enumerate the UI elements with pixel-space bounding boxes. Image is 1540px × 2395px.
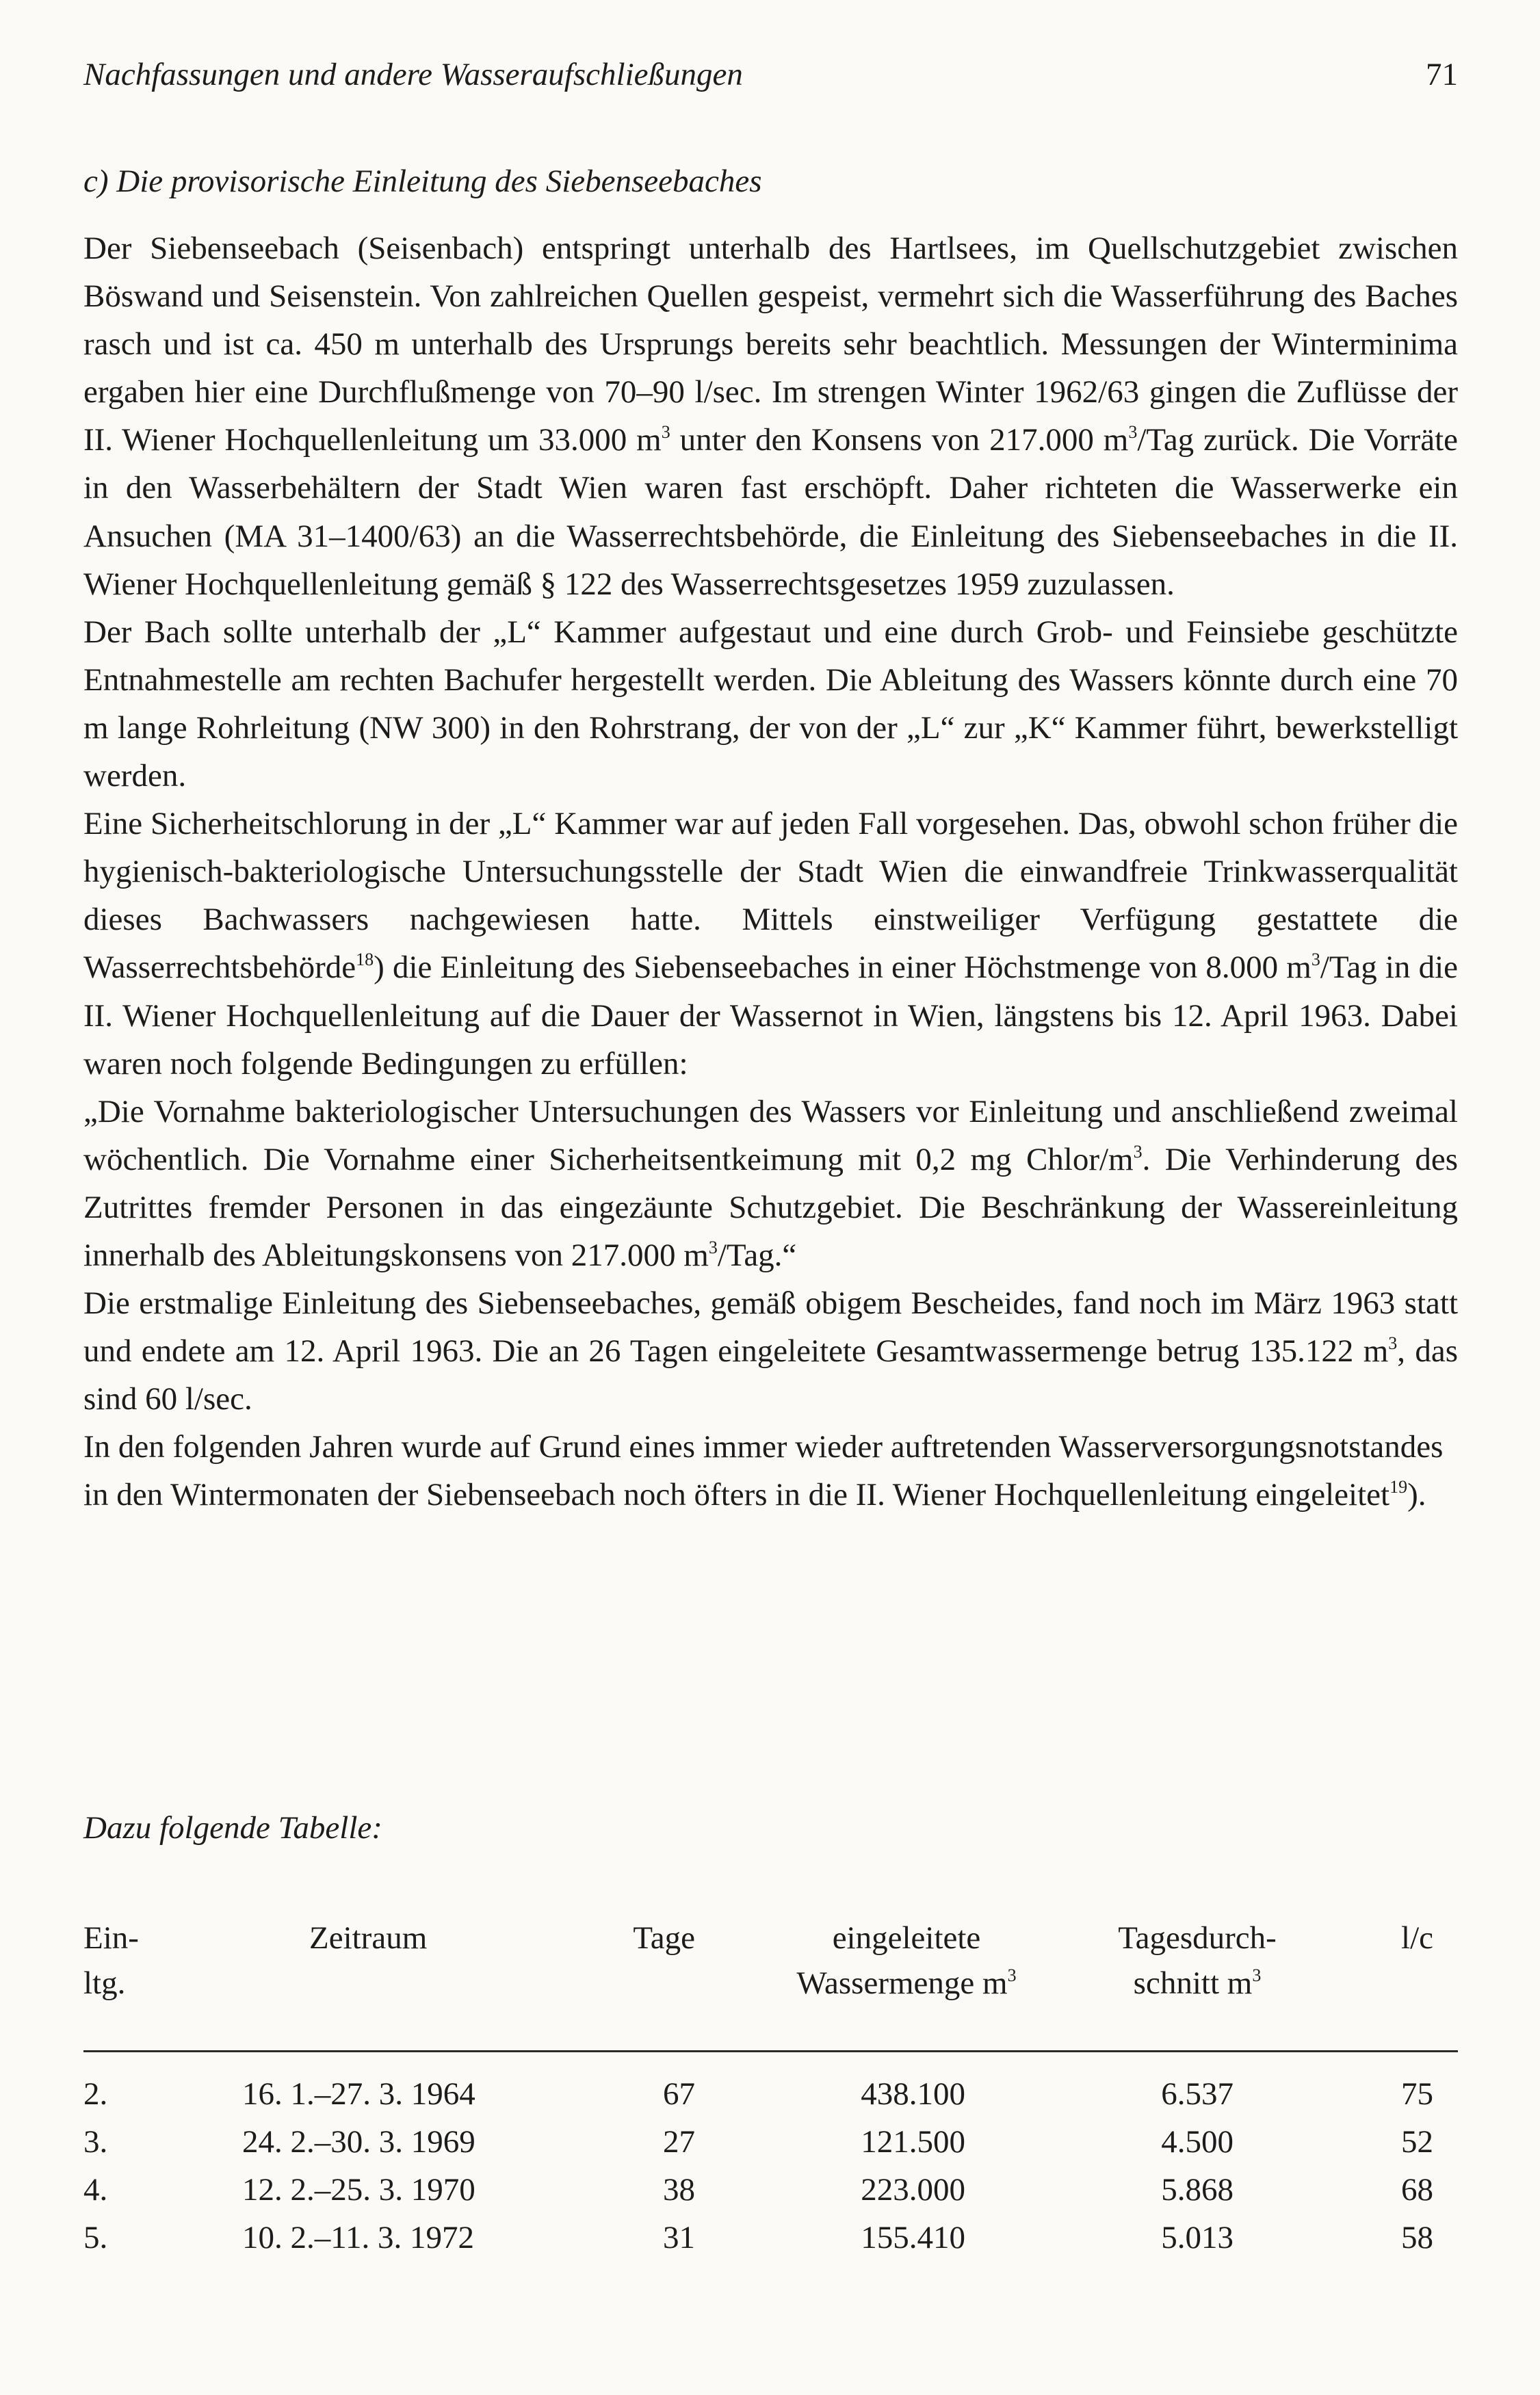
superscript: 3	[1133, 1141, 1143, 1162]
table-title: Dazu folgende Tabelle:	[83, 1810, 382, 1846]
paragraph-4-quote	[83, 1088, 1458, 1279]
paragraph-1	[83, 224, 1458, 608]
paragraph-1-text-a: Der Siebenseebach (Seisenbach) entspringt unterhalb des Hartlsees, im Quellschutzgebiet zwischen Böswand und Seisenstein. Von zahlreichen Quellen gespeist, vermehrt sich die Wasserführung des Baches rasch und ist ca. 450 m unterhalb des Ursprungs bereits sehr beachtlich. Messungen der Winterminima ergaben hier eine Durchflußmenge von 70–90 l/sec. Im strengen Winter 1962/63 gingen die Zuflüsse der II. Wiener Hochquellenleitung um 33.000 m	[83, 231, 1458, 458]
cell-lc: 58	[1401, 2220, 1433, 2255]
header-schnitt	[1095, 1915, 1300, 2006]
section-title: c) Die provisorische Einleitung des Siebenseebaches	[83, 163, 762, 199]
cell-menge: 223.000	[861, 2172, 965, 2208]
table-row	[83, 2118, 1458, 2166]
superscript: 3	[1388, 1333, 1398, 1354]
paragraph-6-text-a: In den folgenden Jahren wurde auf Grund eines immer wieder auftretenden Wasserversorgungsnotstandes in den Wintermonaten der Siebenseebach noch öfters in die II. Wiener Hochquellenleitung eingeleitet	[83, 1429, 1444, 1513]
header-schnitt-line2: schnitt m	[1133, 1965, 1253, 2001]
data-table	[83, 1915, 1458, 2255]
paragraph-2: Der Bach sollte unterhalb der „L“ Kammer aufgestaut und eine durch Grob- und Feinsiebe geschützte Entnahmestelle am rechten Bachufer hergestellt werden. Die Ableitung des Wassers könnte durch eine 70 m lange Rohrleitung (NW 300) in den Rohrstrang, der von der „L“ zur „K“ Kammer führt, bewerkstelligt werden.	[83, 614, 1458, 794]
paragraph-6-text-b: ).	[1407, 1477, 1426, 1513]
paragraph-1-text-b: unter den Konsens von 217.000 m	[670, 422, 1129, 458]
superscript: 3	[708, 1237, 718, 1257]
cell-tage: 67	[663, 2076, 695, 2112]
superscript: 3	[1252, 1965, 1262, 1985]
cell-nr: 3.	[83, 2124, 108, 2160]
cell-nr: 4.	[83, 2172, 108, 2208]
header-lc: l/c	[1401, 1920, 1433, 1956]
header-menge	[770, 1915, 1043, 2006]
cell-lc: 52	[1401, 2124, 1433, 2160]
superscript: 3	[1128, 422, 1138, 443]
cell-tage: 31	[663, 2220, 695, 2255]
superscript: 3	[1007, 1965, 1017, 1985]
cell-schnitt: 6.537	[1161, 2076, 1234, 2112]
header-zeitraum: Zeitraum	[309, 1920, 428, 1956]
header-schnitt-line1: Tagesdurch-	[1118, 1920, 1277, 1956]
cell-nr: 5.	[83, 2220, 108, 2255]
paragraph-4-text-a: „Die Vornahme bakteriologischer Untersuchungen des Wassers vor Einleitung und anschließend zweimal wöchentlich. Die Vornahme einer Sicherheitsentkeimung mit 0,2 mg Chlor/m	[83, 1093, 1458, 1177]
cell-tage: 27	[663, 2124, 695, 2160]
paragraph-3-text-c: /Tag in die II. Wiener Hochquellenleitung auf die Dauer der Wassernot in Wien, längstens bis 12. April 1963. Dabei waren noch folgende Bedingungen zu erfüllen:	[83, 950, 1458, 1082]
paragraph-1-text-c: /Tag zurück. Die Vorräte in den Wasserbehältern der Stadt Wien waren fast erschöpft. Daher richteten die Wasserwerke ein Ansuchen (MA 31–1400/63) an die Wasserrechtsbehörde, die Einleitung des Siebenseebaches in die II. Wiener Hochquellenleitung gemäß § 122 des Wasserrechtsgesetzes 1959 zuzulassen.	[83, 422, 1459, 602]
cell-schnitt: 5.013	[1161, 2220, 1234, 2255]
footnote-ref: 19	[1389, 1477, 1408, 1497]
paragraph-5-text-a: Die erstmalige Einleitung des Siebenseebaches, gemäß obigem Bescheides, fand noch im März 1963 statt und endete am 12. April 1963. Die an 26 Tagen eingeleitete Gesamtwassermenge betrug 135.122 m	[83, 1285, 1458, 1370]
superscript: 3	[1311, 950, 1320, 970]
superscript: 3	[661, 422, 670, 443]
table-row	[83, 2214, 1458, 2262]
cell-zeitraum: 16. 1.–27. 3. 1964	[242, 2076, 475, 2112]
running-title: Nachfassungen und andere Wasseraufschließungen	[83, 57, 743, 92]
cell-zeitraum: 12. 2.–25. 3. 1970	[242, 2172, 475, 2208]
paragraph-4-text-c: /Tag.“	[717, 1237, 797, 1273]
header-tage: Tage	[633, 1920, 695, 1956]
cell-menge: 121.500	[861, 2124, 965, 2160]
header-nr-line1: Ein-	[83, 1920, 139, 1956]
cell-nr: 2.	[83, 2076, 108, 2112]
cell-lc: 68	[1401, 2172, 1433, 2208]
table-row	[83, 2166, 1458, 2214]
table-row	[83, 2070, 1458, 2118]
footnote-ref: 18	[356, 950, 374, 970]
cell-zeitraum: 10. 2.–11. 3. 1972	[242, 2220, 475, 2255]
table-header	[83, 1915, 1458, 2045]
cell-menge: 438.100	[861, 2076, 965, 2112]
header-menge-line1: eingeleitete	[832, 1920, 981, 1956]
header-nr-line2: ltg.	[83, 1965, 126, 2001]
cell-menge: 155.410	[861, 2220, 965, 2255]
paragraph-3	[83, 800, 1458, 1088]
table-rule	[83, 2050, 1458, 2052]
paragraph-5	[83, 1279, 1458, 1423]
paragraph-3-text-b: ) die Einleitung des Siebenseebaches in einer Höchstmenge von 8.000 m	[374, 950, 1311, 986]
cell-zeitraum: 24. 2.–30. 3. 1969	[242, 2124, 475, 2160]
paragraph-3-text-a: Eine Sicherheitschlorung in der „L“ Kammer war auf jeden Fall vorgesehen. Das, obwohl schon früher die hygienisch-bakteriologische Untersuchungsstelle der Stadt Wien die einwandfreie Trinkwasserqualität dieses Bachwassers nachgewiesen hatte. Mittels einstweiliger Verfügung gestattete die Wasserrechtsbehörde	[83, 806, 1458, 986]
cell-schnitt: 5.868	[1161, 2172, 1234, 2208]
paragraph-6	[83, 1423, 1458, 1519]
page-header	[83, 56, 1458, 111]
cell-schnitt: 4.500	[1161, 2124, 1234, 2160]
header-menge-line2: Wassermenge m	[796, 1965, 1008, 2001]
page-number: 71	[1426, 57, 1458, 92]
cell-lc: 75	[1401, 2076, 1433, 2112]
paragraph-4-text-b: . Die Verhinderung des Zutrittes fremder Personen in das eingezäunte Schutzgebiet. Die Beschränkung der Wassereinleitung innerhalb des Ableitungskonsens von 217.000 m	[83, 1141, 1458, 1273]
body-text	[83, 157, 1458, 1519]
paragraph-5-text-b: , das sind 60 l/sec.	[83, 1333, 1458, 1417]
cell-tage: 38	[663, 2172, 695, 2208]
header-nr	[83, 1915, 139, 2006]
